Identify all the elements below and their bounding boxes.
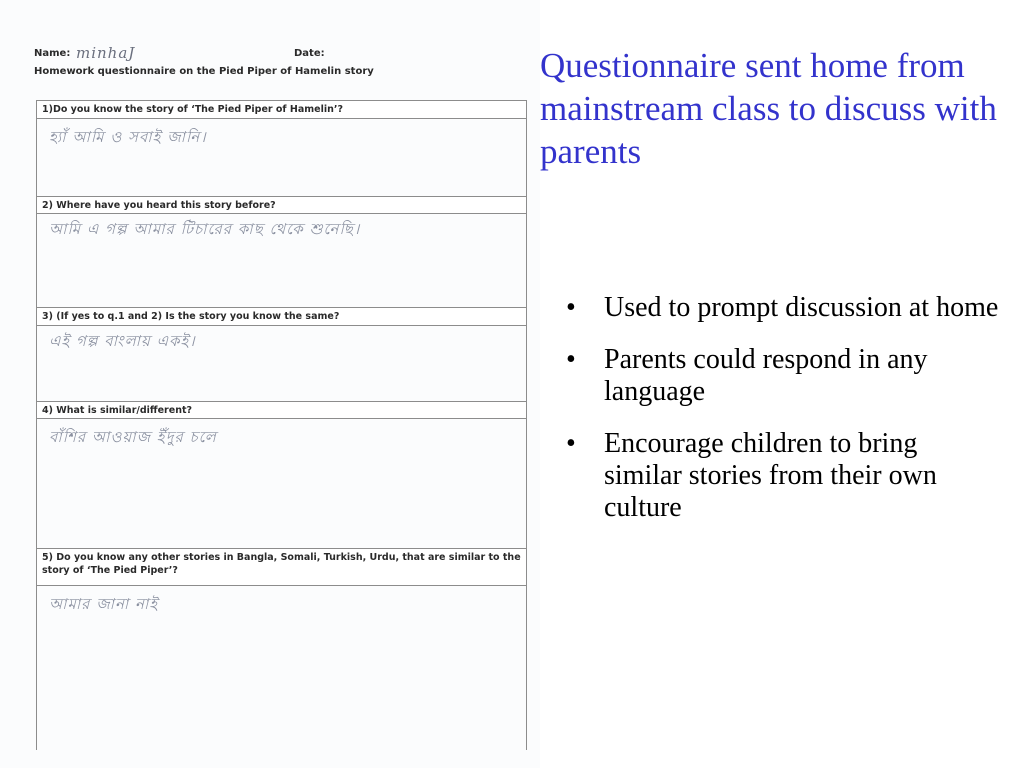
bullet-text: Used to prompt discussion at home [604,292,999,323]
bullet-text: Parents could respond in any language [604,344,928,407]
slide-title: Questionnaire sent home from mainstream class to discuss with parents [540,46,997,171]
question-1-answer: হ্যাঁ আমি ও সবাই জানি। [49,128,207,146]
question-4-answer: বাঁশির আওয়াজ ইঁদুর চলে [49,428,217,446]
bullet-list [560,292,1000,544]
date-label: Date: [294,48,325,59]
worksheet-subtitle: Homework questionnaire on the Pied Piper of Hamelin story [34,66,374,77]
name-label: Name: [34,48,71,59]
question-2-label: 2) Where have you heard this story before? [37,196,526,214]
question-3-answer: এই গল্প বাংলায় একই। [49,332,196,350]
name-value: minhaJ [76,44,136,62]
question-table [36,100,527,750]
question-4-label: 4) What is similar/different? [37,401,526,419]
bullet-item [560,428,1000,524]
question-5-label: 5) Do you know any other stories in Bangla, Somali, Turkish, Urdu, that are similar to the story of ‘The Pied Piper’? [37,548,526,586]
question-3-label: 3) (If yes to q.1 and 2) Is the story you know the same? [37,307,526,326]
question-5-answer: আমার জানা নাই [49,595,159,613]
bullet-text: Encourage children to bring similar stories from their own culture [604,428,937,523]
bullet-marker: • [566,292,576,323]
bullet-marker: • [566,344,576,375]
question-1-label: 1)Do you know the story of ‘The Pied Piper of Hamelin’? [37,100,526,119]
bullet-marker: • [566,428,576,459]
bullet-item [560,344,1000,408]
question-2-answer: আমি এ গল্প আমার টিচারের কাছ থেকে শুনেছি। [49,220,361,238]
bullet-item [560,292,1000,324]
